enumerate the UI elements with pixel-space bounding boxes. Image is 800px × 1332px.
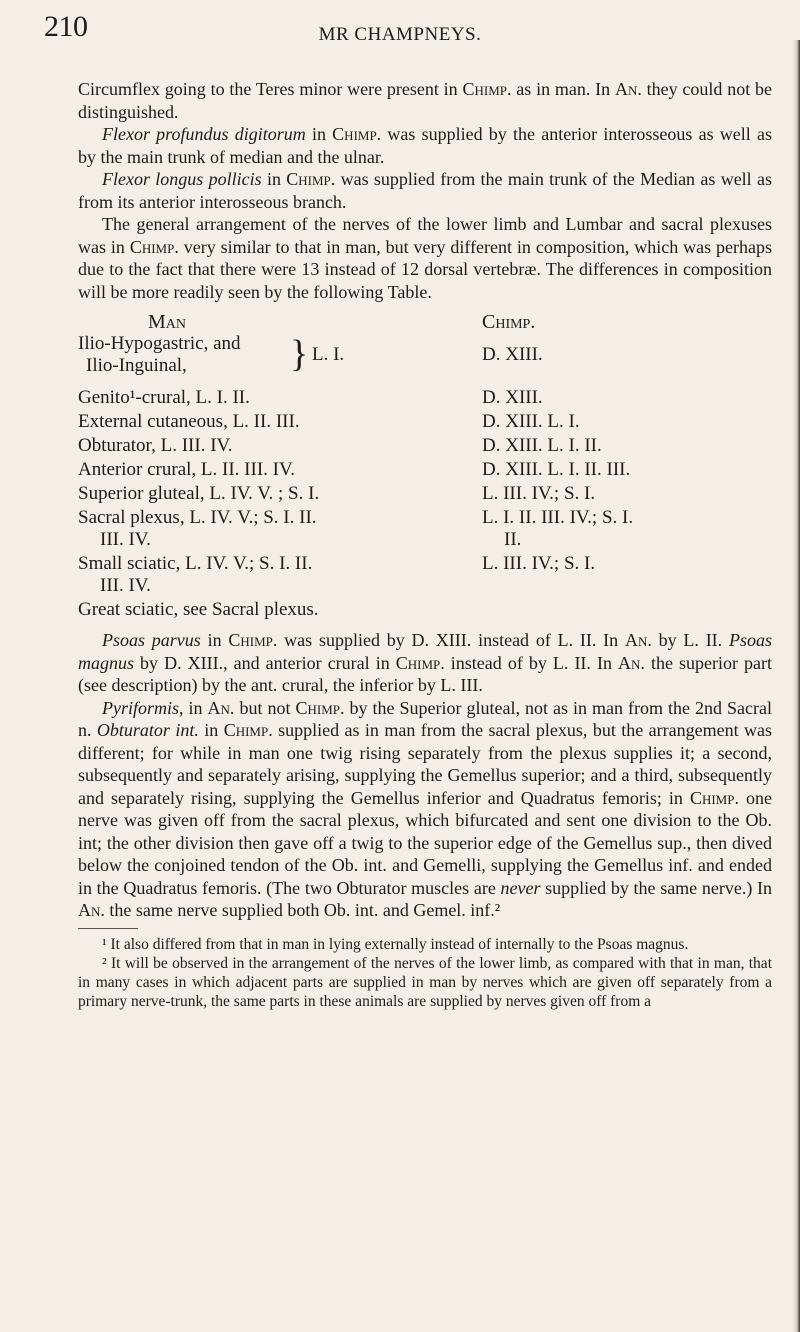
abbr-chimp: Chimp. xyxy=(462,79,512,99)
table-cell-chimp: D. XIII. xyxy=(482,387,543,408)
table-cell-man: Ilio-Inguinal, xyxy=(86,355,187,376)
abbr-chimp: Chimp. xyxy=(223,720,273,740)
paragraph-4 xyxy=(78,213,772,303)
table-cell-chimp: D. XIII. xyxy=(482,344,543,365)
abbr-an: An. xyxy=(78,900,105,920)
nerve-table xyxy=(78,311,772,699)
table-cell-man: III. IV. xyxy=(100,529,151,550)
text: in xyxy=(261,169,287,189)
text: in xyxy=(305,124,333,144)
abbr-chimp: Chimp. xyxy=(286,169,336,189)
table-cell-man: Ilio-Hypogastric, and xyxy=(78,333,241,354)
table-cell-chimp: D. XIII. L. I. II. III. xyxy=(482,459,631,480)
muscle-name: Psoas parvus xyxy=(102,630,201,650)
page-edge-shadow xyxy=(792,40,800,1332)
footnote-1: ¹ It also differed from that in man in lying externally instead of internally to the Psoas magnus. xyxy=(102,935,689,953)
table-cell-man: Superior gluteal, L. IV. V. ; S. I. xyxy=(78,483,320,504)
table-cell-man: III. IV. xyxy=(100,575,151,596)
body-text xyxy=(78,78,772,1011)
text: as in man. In xyxy=(511,79,615,99)
text: , in xyxy=(179,697,208,718)
abbr-chimp: Chimp. xyxy=(228,630,278,650)
text: instead of by L. II. In xyxy=(444,652,619,673)
text: one nerve was given off from the sacral plexus, which bifurcated and sent one division to the Ob. int; the other division then gave off a twig to the superior edge of the Gemellus sup., then dived below the conjoined tendon of the Ob. int. and Gemelli, supplying the Gemellus inf. and ended in the Quadratus femoris. (The two Obturator muscles are xyxy=(78,787,772,898)
text: by L. II. xyxy=(651,630,729,650)
table-cell-chimp: L. III. IV.; S. I. xyxy=(482,553,596,574)
table-cell-man: Small sciatic, L. IV. V.; S. I. II. xyxy=(78,553,313,574)
column-header-man: Man xyxy=(148,311,187,333)
table-cell-man: Anterior crural, L. II. III. IV. xyxy=(78,459,296,480)
text: the same nerve supplied both Ob. int. and Gemel. inf.² xyxy=(104,900,501,920)
abbr-chimp: Chimp. xyxy=(332,124,382,144)
text: was supplied by D. XIII. instead of L. II. In xyxy=(277,630,625,650)
text: by the Superior gluteal, not as in man from the 2nd Sacral n. xyxy=(78,697,772,740)
emphasis: never xyxy=(500,877,541,898)
text: supplied as in man from the sacral plexus, but the arrangement was different; for while in man one twig rising separately from the plexus supplies it; a second, subsequently and separately arising, supplying the Gemellus superior; and a third, subsequently and separately rising, supplying the Gemellus inferior and Quadratus femoris; in xyxy=(78,720,773,808)
paragraph-3 xyxy=(78,168,772,213)
muscle-name: Flexor profundus digitorum xyxy=(102,124,306,144)
text: very similar to that in man, but very different in composition, which was perhaps due to the fact that there were 13 instead of 12 dorsal vertebræ. The differences in composition will be more readily seen by the following Table. xyxy=(78,236,773,302)
text: by D. XIII., and anterior crural in xyxy=(134,652,396,673)
abbr-an: An. xyxy=(614,79,642,99)
abbr-an: An. xyxy=(624,630,652,650)
table-cell-man: Sacral plexus, L. IV. V.; S. I. II. xyxy=(78,507,317,528)
abbr-chimp: Chimp. xyxy=(395,652,445,673)
text: in xyxy=(198,720,224,740)
paragraph-2 xyxy=(78,123,772,168)
table-cell-man-segment: L. I. xyxy=(312,344,345,365)
abbr-an: An. xyxy=(618,652,645,673)
paragraph-1 xyxy=(78,78,772,123)
abbr-an: An. xyxy=(207,697,235,718)
text: was supplied by the anterior interosseous as well as by the main trunk of median and the ulnar. xyxy=(78,124,772,167)
text: they could not be distinguished. xyxy=(78,79,772,122)
table-cell-man: Genito¹-crural, L. I. II. xyxy=(78,387,250,408)
footnote-2: ² It will be observed in the arrangement of the nerves of the lower limb, as compared with that in man, that in many cases in which adjacent parts are supplied in man by nerves which are given off separately from a primary nerve-trunk, the same parts in these animals are supplied by nerves given off from a xyxy=(78,954,772,1010)
text: the superior part (see description) by the ant. crural, the inferior by L. III. xyxy=(78,652,772,695)
paragraph-6 xyxy=(78,697,772,922)
muscle-name: Obturator int. xyxy=(96,720,199,740)
page-number: 210 xyxy=(44,10,88,43)
text: but not xyxy=(234,697,296,718)
table-cell-chimp: L. III. IV.; S. I. xyxy=(482,483,596,504)
muscle-name: Flexor longus pollicis xyxy=(102,169,262,189)
text: supplied by the same nerve.) In xyxy=(540,877,772,898)
table-cell-man: Obturator, L. III. IV. xyxy=(78,435,233,456)
table-cell-chimp: D. XIII. L. I. xyxy=(482,411,580,432)
text: The general arrangement of the nerves of the lower limb and Lumbar and sacral plexuses was in xyxy=(78,214,772,257)
muscle-name: Psoas magnus xyxy=(78,630,772,673)
text: Circumflex going to the Teres minor were present in xyxy=(78,79,463,99)
text: was supplied from the main trunk of the Median as well as from its anterior interosseous branch. xyxy=(78,169,772,212)
table-cell-chimp: D. XIII. L. I. II. xyxy=(482,435,602,456)
table-cell-man: External cutaneous, L. II. III. xyxy=(78,411,300,432)
table-cell-man: Great sciatic, see Sacral plexus. xyxy=(78,599,319,620)
running-head: MR CHAMPNEYS. xyxy=(318,24,482,45)
muscle-name: Pyriformis xyxy=(102,697,180,718)
footnote-divider xyxy=(78,928,138,929)
column-header-chimp: Chimp. xyxy=(482,311,536,333)
abbr-chimp: Chimp. xyxy=(129,236,179,257)
abbr-chimp: Chimp. xyxy=(295,697,345,718)
table-cell-chimp: L. I. II. III. IV.; S. I. xyxy=(482,507,634,528)
brace-glyph: } xyxy=(290,333,309,375)
table-cell-chimp: II. xyxy=(504,529,522,550)
text: in xyxy=(200,630,229,650)
abbr-chimp: Chimp. xyxy=(689,787,739,808)
